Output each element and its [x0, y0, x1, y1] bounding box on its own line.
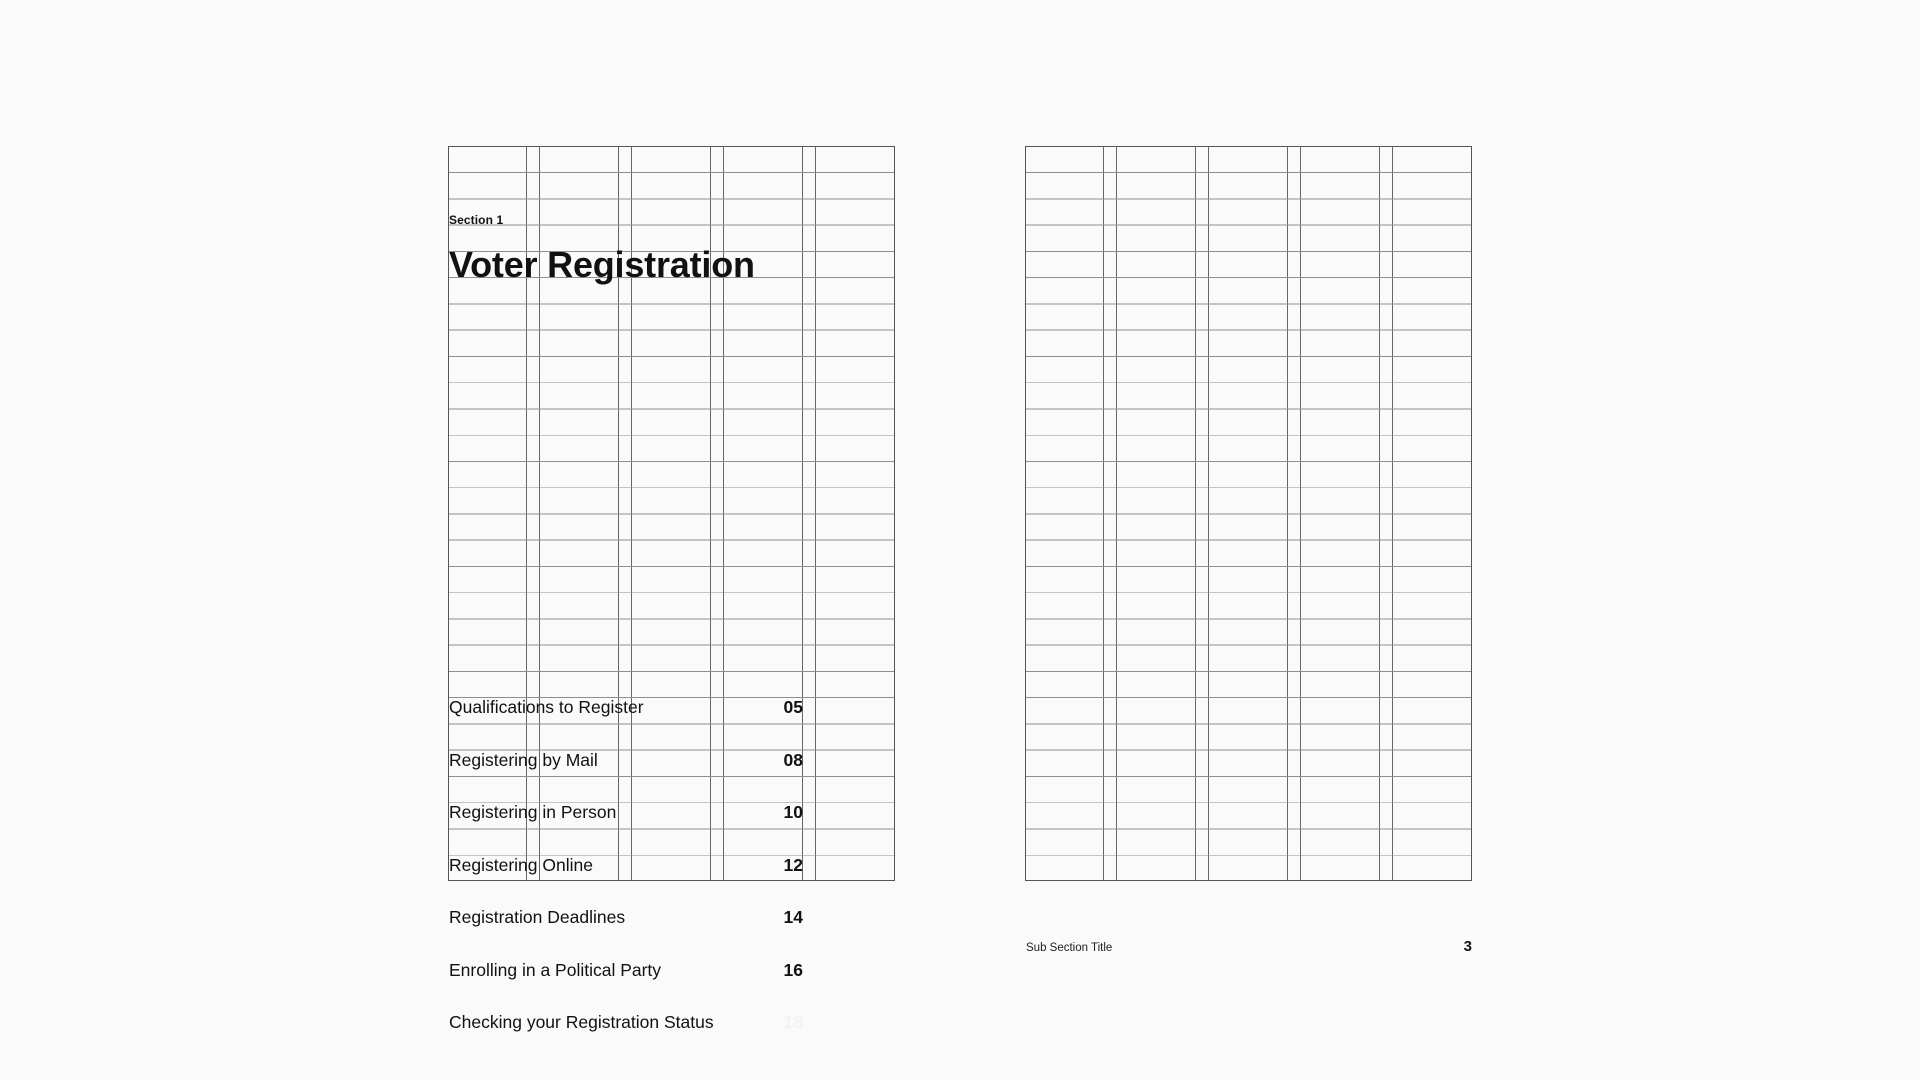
toc-item[interactable] [449, 798, 803, 826]
toc-item-label: Checking your Registration Status [449, 1012, 714, 1032]
left-page-grid [448, 146, 895, 1032]
toc-item-label: Registration Deadlines [449, 907, 626, 927]
toc-item-page: 12 [783, 854, 803, 875]
section-label: Section 1 [449, 213, 504, 227]
right-page-grid [1025, 146, 1472, 881]
toc-item-label: Qualifications to Register [449, 697, 644, 717]
toc-item[interactable] [449, 746, 803, 774]
toc-item[interactable] [449, 851, 803, 879]
section-title: Voter Registration [449, 244, 755, 285]
footer-page-number: 3 [1463, 938, 1472, 955]
toc-item-label: Registering by Mail [449, 749, 598, 770]
toc-item-label: Registering Online [449, 854, 593, 875]
toc-item[interactable] [449, 693, 803, 721]
toc-item[interactable] [449, 1008, 803, 1036]
toc-item[interactable] [449, 903, 803, 931]
toc-item-label: Registering in Person [449, 802, 617, 822]
toc-item-page: 14 [783, 907, 803, 927]
toc-item-page: 08 [783, 749, 803, 770]
toc-item-page: 10 [783, 802, 803, 822]
footer-subsection-title: Sub Section Title [1026, 942, 1113, 954]
toc-item-page: 18 [783, 1012, 803, 1032]
toc-item[interactable] [449, 956, 803, 984]
toc-item-label: Enrolling in a Political Party [449, 959, 662, 980]
toc-item-page: 05 [783, 697, 803, 717]
toc-item-page: 16 [783, 959, 803, 980]
